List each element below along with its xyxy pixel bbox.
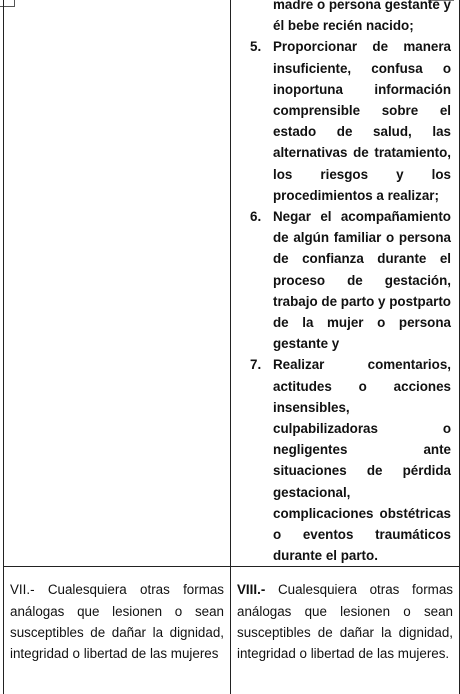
list-item-text: Negar el acompañamiento de algún familiar o persona de confianza durante el proceso de gestación, trabajo de parto y postparto de la mujer o persona gestante y	[273, 209, 451, 352]
table-row	[4, 0, 460, 567]
left-cell-empty	[4, 0, 231, 567]
list-item-text: madre o persona gestante y él bebe recién nacido;	[273, 0, 451, 34]
list-item-number: 7.	[250, 357, 262, 373]
list-item	[231, 0, 451, 36]
left-cell-paragraph	[4, 567, 231, 694]
list-item	[231, 36, 451, 206]
paragraph-viii	[237, 579, 453, 664]
comparison-table	[3, 0, 460, 694]
list-item-text: Realizar comentarios, actitudes o acciones insensibles, culpabilizadoras o negligentes ante situaciones de pérdida gestacional, complicaciones obstétricas o eventos traumáticos durante el parto.	[273, 357, 451, 564]
paragraph-lead: VII.-	[10, 582, 35, 598]
paragraph-vii	[10, 579, 224, 664]
paragraph-lead: VIII.-	[237, 582, 266, 598]
list-item	[231, 354, 451, 566]
list-item-text: Proporcionar de manera insuficiente, confusa o inoportuna información comprensible sobre el estado de salud, las alternativas de tratamiento, los riesgos y los procedimientos a realizar;	[273, 39, 451, 203]
right-cell-paragraph	[231, 567, 460, 694]
list-item-number: 6.	[250, 209, 262, 225]
paragraph-text: Cualesquiera otras formas análogas que lesionen o sean susceptibles de dañar la dignidad, integridad o libertad de las mujeres	[10, 582, 224, 662]
paragraph-text: Cualesquiera otras formas análogas que lesionen o sean susceptibles de dañar la dignidad, integridad o libertad de las mujeres.	[237, 582, 453, 662]
list-item-number: 5.	[250, 39, 262, 55]
list-item	[231, 206, 451, 354]
table-row	[4, 567, 460, 694]
right-cell-list	[231, 0, 460, 567]
numbered-list	[231, 0, 459, 566]
